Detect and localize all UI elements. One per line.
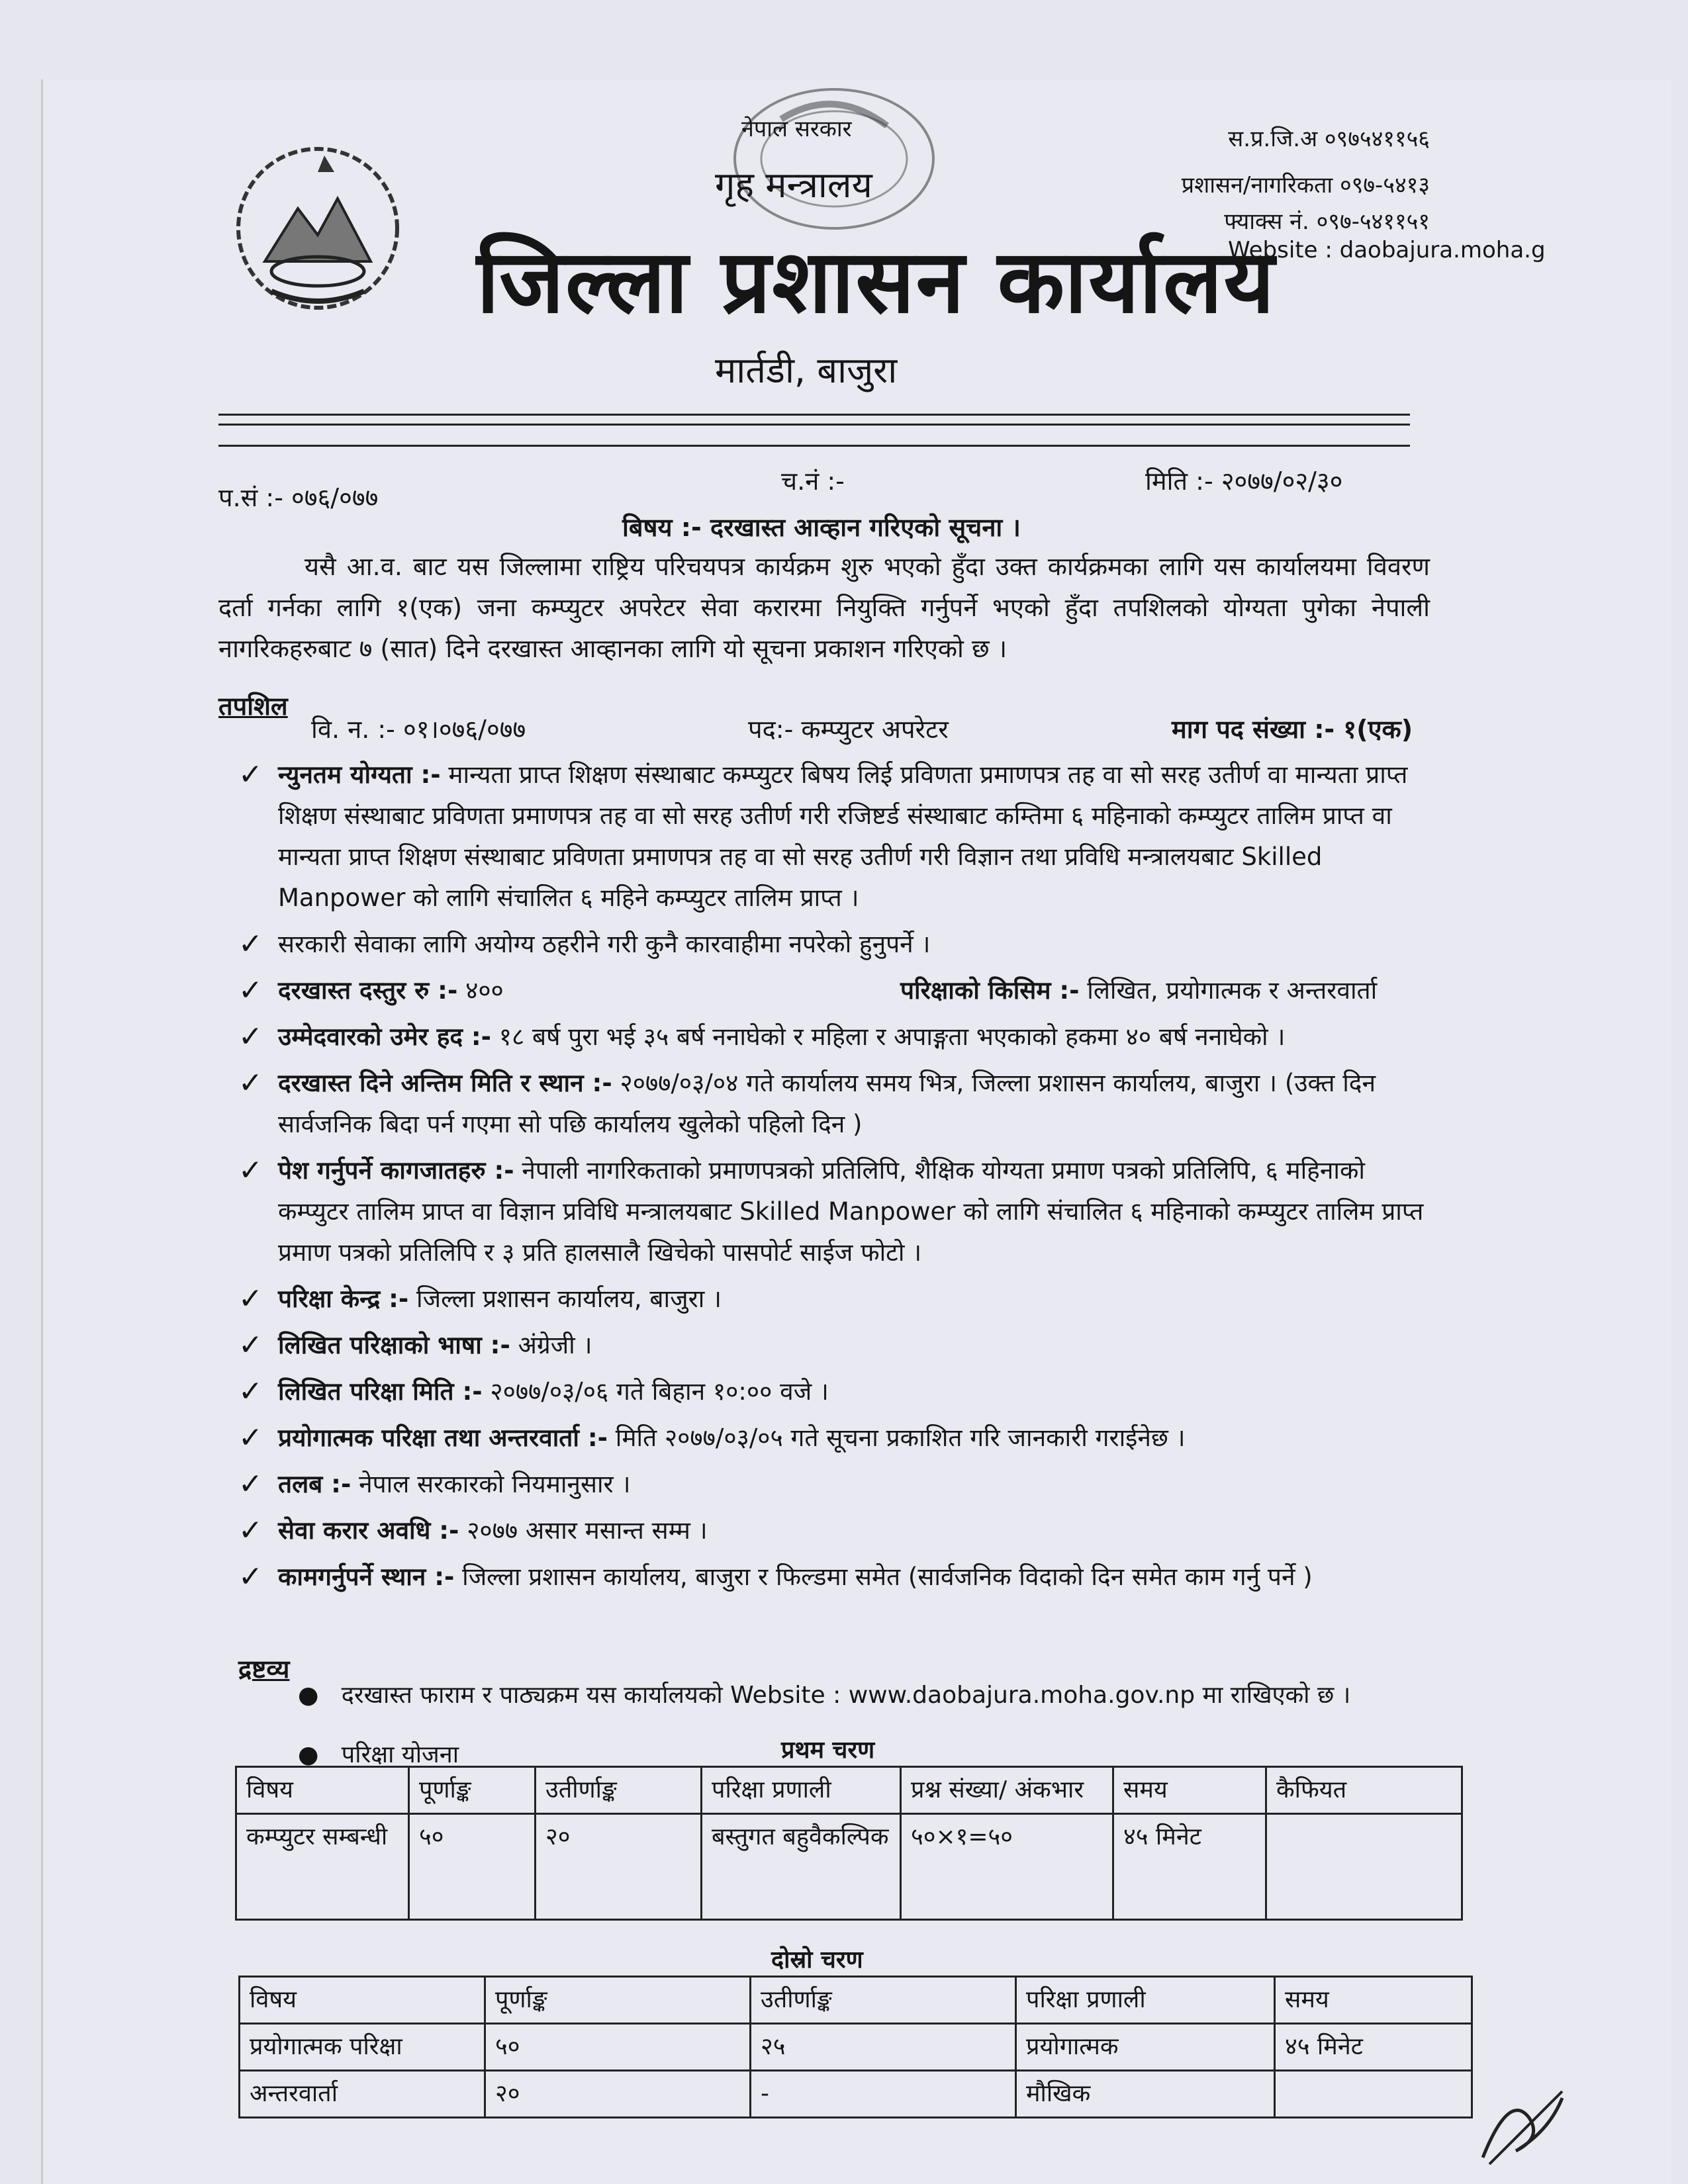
check-icon: ✓ [238, 1560, 263, 1594]
note-text: दरखास्त फाराम र पाठ्यक्रम यस कार्यालयको Website : www.daobajura.moha.gov.np मा राखिएको छ । [341, 1682, 1351, 1709]
table-header: पूर्णाङ्क [409, 1767, 536, 1814]
item-label: तलब :- [278, 1470, 352, 1498]
item-text: सरकारी सेवाका लागि अयोग्य ठहरीने गरी कुनै कारवाहीमा नपरेको हुनुपर्ने । [278, 930, 931, 958]
item-text: २०७७ असार मसान्त सम्म । [467, 1516, 708, 1545]
item-text: ४०० [465, 976, 504, 1005]
list-item [238, 1063, 1443, 1145]
check-icon: ✓ [238, 974, 263, 1007]
item-label: दरखास्त दस्तुर रु :- [278, 976, 458, 1005]
intro-paragraph: यसै आ.व. बाट यस जिल्लामा राष्ट्रिय परिचयपत्र कार्यक्रम शुरु भएको हुँदा उक्त कार्यक्रमका लागि यस कार्यालयमा विवरण दर्ता गर्नका लागि १(एक) जना कम्प्युटर अपरेटर सेवा करारमा नियुक्ति गर्नुपर्ने भएको हुँदा तपशिलको योग्यता पुगेका नेपाली नागरिकहरुबाट ७ (सात) दिने दरखास्त आव्हानका लागि यो सूचना प्रकाशन गरिएको छ । [218, 552, 1430, 663]
table-cell [1266, 1814, 1462, 1920]
item-label: कामगर्नुपर्ने स्थान :- [278, 1563, 455, 1591]
contact-website: Website : daobajura.moha.g [1228, 237, 1546, 263]
stage1-table [235, 1766, 1463, 1921]
table-header: समय [1275, 1977, 1472, 2024]
table-header: विषय [240, 1977, 485, 2024]
item-label: प्रयोगात्मक परिक्षा तथा अन्तरवार्ता :- [278, 1424, 608, 1452]
table-header-row [240, 1977, 1472, 2024]
table-cell: ४५ मिनेट [1113, 1814, 1266, 1920]
ad-number: वि. न. :- ०१।०७६/०७७ [311, 715, 526, 744]
note-heading: द्रष्टव्य [238, 1655, 290, 1684]
note-item [298, 1737, 459, 1770]
item-label: उम्मेदवारको उमेर हद :- [278, 1023, 492, 1051]
table-cell: २० [485, 2071, 751, 2118]
item-text: अंग्रेजी । [518, 1331, 592, 1359]
table-cell: अन्तरवार्ता [240, 2071, 485, 2118]
signature-icon [1470, 2078, 1569, 2171]
table-cell: ५०×१=५० [901, 1814, 1113, 1920]
table-cell: २० [536, 1814, 702, 1920]
table-header: पूर्णाङ्क [485, 1977, 751, 2024]
ministry-name: गृह मन्त्रालय [715, 164, 872, 206]
table-cell: २५ [751, 2024, 1016, 2071]
table-row [240, 2071, 1472, 2118]
note-text: परिक्षा योजना [341, 1741, 459, 1768]
item-text: नेपाल सरकारको नियमानुसार । [359, 1470, 631, 1498]
contact-cug: स.प्र.जि.अ ०९७५४११५६ [1228, 126, 1430, 152]
table-row [236, 1814, 1462, 1920]
item-text: १८ बर्ष पुरा भई ३५ बर्ष ननाघेको र महिला र अपाङ्गता भएकाको हकमा ४० बर्ष ननाघेको । [498, 1023, 1286, 1051]
table-header: परिक्षा प्रणाली [702, 1767, 901, 1814]
item-text: मिति २०७७/०३/०५ गते सूचना प्रकाशित गरि जानकारी गराईनेछ । [615, 1424, 1186, 1452]
post-name: पद:- कम्प्युटर अपरेटर [748, 715, 949, 744]
check-icon: ✓ [238, 1375, 263, 1408]
reference-number: प.सं :- ०७६/०७७ [218, 483, 379, 512]
table-header-row [236, 1767, 1462, 1814]
item-label: पेश गर्नुपर्ने कागजातहरु :- [278, 1156, 514, 1185]
exam-type-label: परिक्षाको किसिम :- [900, 976, 1080, 1005]
stage2-caption: दोस्रो चरण [771, 1946, 863, 1974]
office-title: जिल्ला प्रशासन कार्यालय [477, 231, 1276, 333]
notice-subject: बिषय :- दरखास्त आव्हान गरिएको सूचना । [622, 513, 1021, 542]
list-item [238, 1325, 1443, 1366]
notice-date: मिति :- २०७७/०२/३० [1145, 467, 1343, 496]
list-item [238, 970, 1443, 1011]
check-icon: ✓ [238, 1282, 263, 1316]
details-heading: तपशिल [218, 692, 288, 721]
contact-admin: प्रशासन/नागरिकता ०९७-५४१३ [1181, 172, 1430, 199]
item-text: २०७७/०३/०४ गते कार्यालय समय भित्र, जिल्ला प्रशासन कार्यालय, बाजुरा । (उक्त दिन सार्वजनिक बिदा पर्न गएमा सो पछि कार्यालय खुलेको पहिलो दिन ) [278, 1069, 1376, 1138]
table-cell: - [751, 2071, 1016, 2118]
table-cell: मौखिक [1016, 2071, 1275, 2118]
table-header: परिक्षा प्रणाली [1016, 1977, 1275, 2024]
table-header: उतीर्णाङ्क [536, 1767, 702, 1814]
item-label: दरखास्त दिने अन्तिम मिति र स्थान :- [278, 1069, 612, 1097]
item-text: २०७७/०३/०६ गते बिहान १०:०० वजे । [490, 1377, 829, 1406]
table-cell [1275, 2071, 1472, 2118]
header-divider-2 [218, 424, 1410, 426]
nepal-emblem-icon [225, 136, 410, 321]
gov-name: नेपाल सरकार [741, 116, 852, 142]
exam-type-text: लिखित, प्रयोगात्मक र अन्तरवार्ता [1087, 976, 1378, 1005]
item-text: जिल्ला प्रशासन कार्यालय, बाजुरा र फिल्डमा समेत (सार्वजनिक विदाको दिन समेत काम गर्नु पर्ने ) [462, 1563, 1313, 1591]
table-cell: प्रयोगात्मक परिक्षा [240, 2024, 485, 2071]
list-item [238, 1557, 1443, 1598]
header-divider [218, 414, 1410, 416]
contact-fax: फ्याक्स नं. ०९७-५४११५१ [1224, 208, 1430, 235]
item-text: जिल्ला प्रशासन कार्यालय, बाजुरा । [416, 1285, 722, 1313]
check-icon: ✓ [238, 1328, 263, 1362]
stage1-caption: प्रथम चरण [781, 1737, 875, 1764]
item-text: मान्यता प्राप्त शिक्षण संस्थाबाट कम्प्युटर बिषय लिई प्रविणता प्रमाणपत्र तह वा सो सरह उतीर्ण वा मान्यता प्राप्त शिक्षण संस्थाबाट प्रविणता प्रमाणपत्र तह वा सो सरह उतीर्ण गरी रजिष्टर्ड संस्थाबाट कम्तिमा ६ महिनाको कम्प्युटर तालिम प्राप्त वा मान्यता प्राप्त शिक्षण संस्थाबाट प्रविणता प्रमाणपत्र तह वा सो सरह उतीर्ण गरी विज्ञान तथा प्रविधि मन्त्रालयबाट Skilled Manpower को लागि संचालित ६ महिने कम्प्युटर तालिम प्राप्त । [278, 760, 1408, 912]
header-divider-3 [218, 445, 1410, 447]
table-cell: ५० [409, 1814, 536, 1920]
details-list [238, 754, 1443, 1603]
table-header: प्रश्न संख्या/ अंकभार [901, 1767, 1113, 1814]
item-label: परिक्षा केन्द्र :- [278, 1285, 409, 1313]
table-header: समय [1113, 1767, 1266, 1814]
list-item [238, 1150, 1443, 1273]
table-cell: बस्तुगत बहुवैकल्पिक [702, 1814, 901, 1920]
dispatch-number: च.नं :- [781, 467, 845, 496]
bullet-icon: ● [298, 1682, 319, 1709]
table-cell: कम्प्युटर सम्बन्धी [236, 1814, 409, 1920]
office-address: मार्तडी, बाजुरा [715, 349, 898, 391]
list-item [238, 1017, 1443, 1058]
table-cell: ४५ मिनेट [1275, 2024, 1472, 2071]
table-row [240, 2024, 1472, 2071]
check-icon: ✓ [238, 1020, 263, 1054]
note-item [298, 1678, 1350, 1710]
list-item [238, 754, 1443, 919]
item-label: न्युनतम योग्यता :- [278, 760, 441, 789]
table-header: उतीर्णाङ्क [751, 1977, 1016, 2024]
item-text: नेपाली नागरिकताको प्रमाणपत्रको प्रतिलिपि, शैक्षिक योग्यता प्रमाण पत्रको प्रतिलिपि, ६ महिनाको कम्प्युटर तालिम प्राप्त वा विज्ञान प्रविधि मन्त्रालयबाट Skilled Manpower को लागि संचालित ६ महिनाको कम्प्युटर तालिम प्राप्त प्रमाण पत्रको प्रतिलिपि र ३ प्रति हालसालै खिचेको पासपोर्ट साईज फोटो । [278, 1156, 1424, 1267]
list-item [238, 1510, 1443, 1551]
list-item [238, 1464, 1443, 1505]
bullet-icon: ● [298, 1741, 319, 1768]
item-label: सेवा करार अवधि :- [278, 1516, 459, 1545]
table-cell: प्रयोगात्मक [1016, 2024, 1275, 2071]
check-icon: ✓ [238, 927, 263, 961]
vacancy-count: माग पद संख्या :- १(एक) [1172, 715, 1413, 744]
item-label: लिखित परिक्षाको भाषा :- [278, 1331, 510, 1359]
table-header: विषय [236, 1767, 409, 1814]
table-cell: ५० [485, 2024, 751, 2071]
check-icon: ✓ [238, 1066, 263, 1100]
check-icon: ✓ [238, 1514, 263, 1547]
check-icon: ✓ [238, 1421, 263, 1455]
list-item [238, 1371, 1443, 1412]
table-header: कैफियत [1266, 1767, 1462, 1814]
check-icon: ✓ [238, 1154, 263, 1187]
check-icon: ✓ [238, 1467, 263, 1501]
list-item [238, 1418, 1443, 1459]
item-label: लिखित परिक्षा मिति :- [278, 1377, 483, 1406]
list-item [238, 1279, 1443, 1320]
stage2-table [238, 1976, 1473, 2118]
check-icon: ✓ [238, 758, 263, 792]
list-item [238, 924, 1443, 965]
